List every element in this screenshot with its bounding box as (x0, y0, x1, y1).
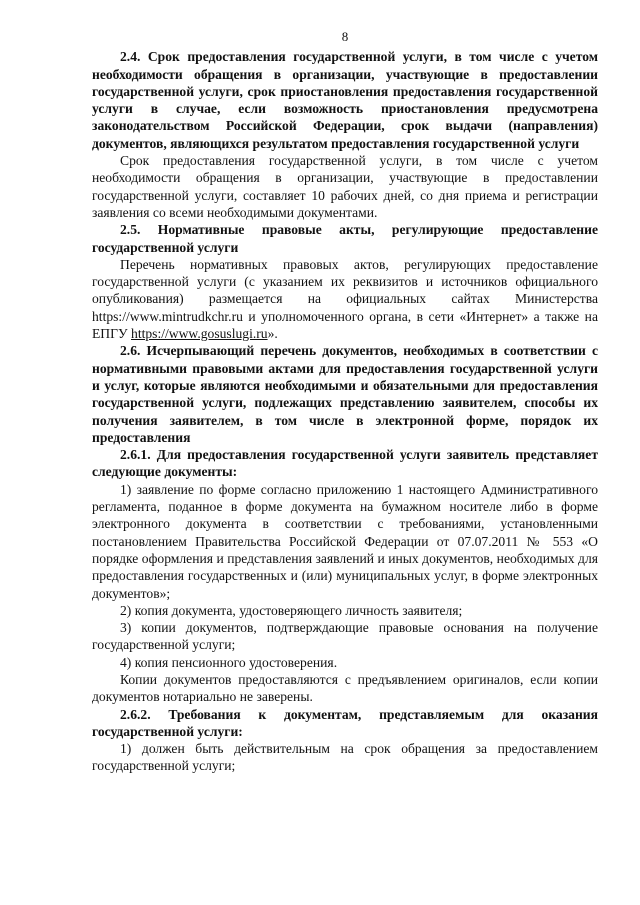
list-item: 3) копии документов, подтверждающие правовые основания на получение государственной услуги; (92, 620, 598, 653)
list-item: 1) должен быть действительным на срок обращения за предоставлением государственной услуги; (92, 741, 598, 774)
section-2-5-text-part: Перечень нормативных правовых актов, регулирующих предоставление государственной услуги (с указанием их реквизитов и источников официального опубликования) размещается на официальных сайтах Министерства https://www.mintrudkchr.ru и уполномоченного органа, в сети «Интернет» а также на ЕПГУ (92, 256, 598, 342)
list-item: 1) заявление по форме согласно приложению 1 настоящего Административного регламента, поданное в форме документа на бумажном носителе либо в форме электронного документа в соответствии с требованиями, установленными постановлением Правительства Российской Федерации от 07.07.2011 № 553 «О порядке оформления и представления заявлений и иных документов, необходимых для предоставления государственных и (или) муниципальных услуг, в форме электронных документов»; (92, 481, 598, 601)
section-2-6-2-heading: 2.6.2. Требования к документам, представляемым для оказания государственной услуги: (92, 706, 598, 739)
document-page (92, 28, 598, 775)
list-item: 2) копия документа, удостоверяющего личность заявителя; (120, 602, 463, 618)
page-number: 8 (341, 29, 349, 44)
section-2-6-1-heading: 2.6.1. Для предоставления государственной услуги заявитель представляет следующие документы: (92, 447, 598, 480)
section-2-5-heading: 2.5. Нормативные правовые акты, регулирующие предоставление государственной услуги (92, 222, 598, 255)
section-2-4-heading: 2.4. Срок предоставления государственной услуги, в том числе с учетом необходимости обращения в организации, участвующие в предоставлении государственной услуги, срок приостановления предоставления государственной услуги в случае, если возможность приостановления предусмотрена законодательством Российской Федерации, срок выдачи (направления) документов, являющихся результатом предоставления государственной услуги (92, 49, 598, 151)
section-2-6-heading: 2.6. Исчерпывающий перечень документов, необходимых в соответствии с нормативными правовыми актами для предоставления государственной услуги и услуг, которые являются необходимыми и обязательными для предоставления государственной услуги, подлежащих представлению заявителем, способы их получения заявителем, в том числе в электронной форме, порядок их предоставления (92, 343, 598, 445)
section-2-5-text-end: ». (267, 326, 278, 342)
section-2-6-1-note: Копии документов предоставляются с предъявлением оригиналов, если копии документов нотариально не заверены. (92, 671, 598, 705)
list-item: 4) копия пенсионного удостоверения. (120, 654, 338, 670)
section-2-4-text: Срок предоставления государственной услуги, в том числе с учетом необходимости обращения в организации, участвующие в предоставлении государственной услуги, составляет 10 рабочих дней, со дня приема и регистрации заявления со всеми необходимыми документами. (92, 153, 598, 220)
gosuslugi-link[interactable]: https://www.gosuslugi.ru (131, 326, 268, 342)
section-2-5-text (92, 256, 598, 342)
